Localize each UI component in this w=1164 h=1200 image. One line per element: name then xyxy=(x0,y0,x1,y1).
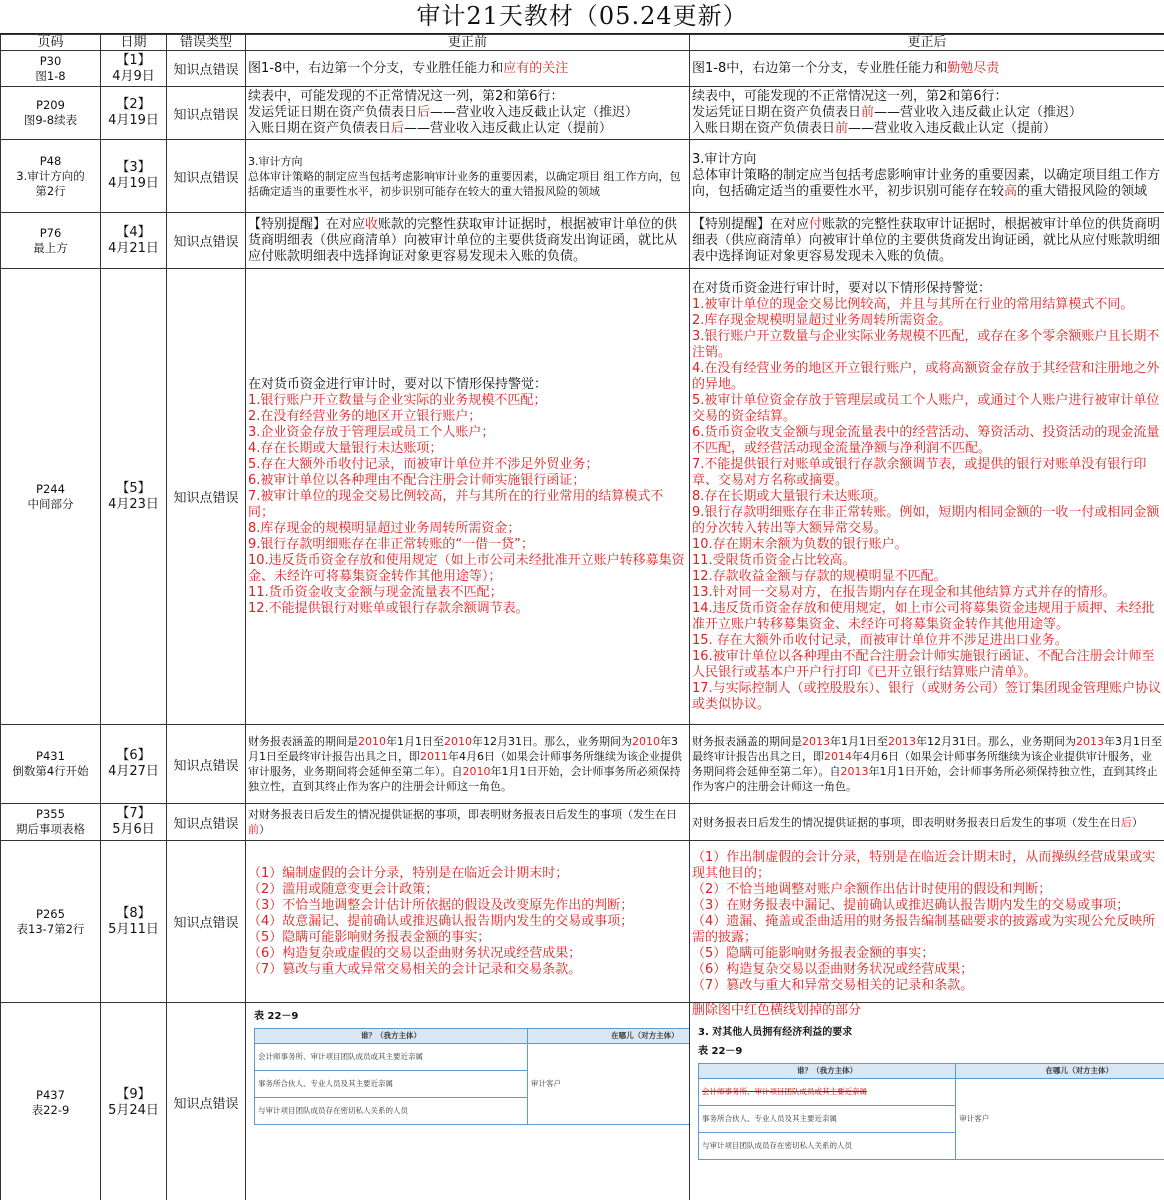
page-ref: P48 xyxy=(39,153,62,168)
figure-header-row xyxy=(699,1064,1164,1079)
text-line xyxy=(248,89,687,105)
before-cell xyxy=(246,51,690,87)
highlight-text: 15. 存在大额外币收付记录，而被审计单位并不涉足进出口业务。 xyxy=(692,632,1068,648)
highlight-text: 8.存在长期或大量银行未达账项。 xyxy=(692,488,887,504)
date-text: 5月24日 xyxy=(108,1102,159,1118)
figure-table xyxy=(698,1063,1164,1160)
highlight-text: 7.不能提供银行对账单或银行存款余额调节表，或提供的银行对账单没有银行印章、交易对方名称或摘要。 xyxy=(692,456,1147,488)
text-segment: 【特别提醒】在对应 xyxy=(692,216,810,232)
text-segment: 发运凭证日期在资产负债表日 xyxy=(692,105,862,120)
figure-header-cell: 在哪儿（对方主体） xyxy=(528,1029,690,1044)
figure-caption: 表 22－9 xyxy=(254,1011,299,1022)
highlight-text: （6）构造复杂或虚假的交易以歪曲财务状况或经营成果； xyxy=(248,945,582,961)
after-note: 删除图中红色横线划掉的部分 xyxy=(692,1003,862,1018)
text-segment: 总体审计策略的制定应当包括考虑影响审计业务的重要因素，以确定项目组工作方向，包括确定适当的重要性水平，初步识别可能存在较 xyxy=(692,168,1161,199)
date-cell xyxy=(101,213,167,269)
page-ref: P76 xyxy=(39,225,62,240)
highlight-text: （2）不恰当地调整对账户余额作出估计时使用的假设和判断； xyxy=(692,881,1052,897)
text-line xyxy=(692,297,1162,313)
text-line xyxy=(692,914,1162,946)
text-line xyxy=(248,521,687,537)
error-type-cell: 知识点错误 xyxy=(167,269,246,725)
after-cell xyxy=(690,140,1164,213)
text-segment: 对财务报表日后发生的情况提供证据的事项，即表明财务报表日后发生的事项（发生在日 xyxy=(248,808,677,821)
text-segment: ——营业收入违反截止认定（提前） xyxy=(404,121,613,136)
highlight-text: 4.存在长期或大量银行未达账项； xyxy=(248,440,443,456)
text-line xyxy=(248,585,687,601)
text-line xyxy=(692,898,1162,914)
highlight-text: 勤勉尽责 xyxy=(947,60,1000,76)
after-cell xyxy=(690,1003,1164,1200)
figure-subject-cell: 与审计项目团队成员存在密切私人关系的人员 xyxy=(255,1098,528,1125)
highlight-text: 2.在没有经营业务的地区开立银行账户； xyxy=(248,408,482,424)
date-text: 【4】 xyxy=(116,224,151,240)
after-cell xyxy=(690,87,1164,140)
page-ref: P431 xyxy=(36,749,65,763)
date-text: 【7】 xyxy=(116,806,151,821)
date-text: 【2】 xyxy=(116,97,151,112)
error-type-cell: 知识点错误 xyxy=(167,213,246,269)
text-segment: 年3月1日至最终审计报告出具之日，即 xyxy=(248,735,678,763)
text-line xyxy=(248,457,687,473)
date-text: 5月11日 xyxy=(108,921,159,937)
text-segment: 年12月31日。那么，业务期间为 xyxy=(472,735,632,748)
text-line xyxy=(248,121,687,137)
text-line xyxy=(248,807,687,837)
error-type-cell: 知识点错误 xyxy=(167,804,246,841)
highlight-text: 后 xyxy=(417,105,431,120)
figure-row xyxy=(255,1044,690,1071)
before-cell xyxy=(246,140,690,213)
highlight-text: 5.存在大额外币收付记录，而被审计单位并不涉足外贸业务； xyxy=(248,456,599,472)
date-text: 【1】 xyxy=(116,52,151,68)
page-ref: P265 xyxy=(36,906,65,921)
before-cell xyxy=(246,87,690,140)
table-row xyxy=(1,269,1164,725)
page-ref: 第2行 xyxy=(35,183,66,198)
highlight-text: 2013 xyxy=(840,765,869,778)
highlight-text: 12.不能提供银行对账单或银行存款余额调节表。 xyxy=(248,600,529,616)
page-ref: 表13-7第2行 xyxy=(16,921,85,936)
text-line xyxy=(248,409,687,425)
table-row xyxy=(1,87,1164,140)
text-line xyxy=(248,441,687,457)
error-type-cell: 知识点错误 xyxy=(167,87,246,140)
highlight-text: 后 xyxy=(1121,815,1132,829)
text-segment: 入账日期在资产负债表日 xyxy=(248,121,392,136)
text-line xyxy=(692,329,1162,361)
highlight-text: 11.受限货币资金占比较高。 xyxy=(692,552,856,568)
header-page: 页码 xyxy=(1,35,101,51)
error-type-cell: 知识点错误 xyxy=(167,51,246,87)
page-ref: P244 xyxy=(36,481,65,496)
date-text: 【6】 xyxy=(116,748,151,763)
before-cell xyxy=(246,1003,690,1200)
date-text: 【9】 xyxy=(116,1086,151,1102)
highlight-text: 收 xyxy=(365,216,379,232)
error-type-cell: 知识点错误 xyxy=(167,841,246,1003)
text-segment: ） xyxy=(259,823,270,836)
text-line xyxy=(248,154,687,169)
text-line xyxy=(248,946,687,962)
highlight-text: 2013 xyxy=(888,735,916,748)
text-line xyxy=(248,473,687,489)
text-line xyxy=(692,601,1162,633)
highlight-text: 付 xyxy=(809,216,823,232)
page-ref-cell xyxy=(1,51,101,87)
header-after: 更正后 xyxy=(690,35,1164,51)
page-ref: 表22-9 xyxy=(31,1102,70,1117)
highlight-text: 3.银行账户开立数量与企业实际业务规模不匹配，或存在多个零余额账户且长期不注销。 xyxy=(692,328,1160,360)
text-line xyxy=(248,169,687,199)
header-type: 错误类型 xyxy=(167,35,246,51)
text-line xyxy=(692,217,1162,265)
highlight-text: 前 xyxy=(835,121,849,136)
text-line xyxy=(692,649,1162,681)
page-ref-cell xyxy=(1,804,101,841)
date-text: 【5】 xyxy=(116,480,151,496)
figure-subject-cell: 与审计项目团队成员存在密切私人关系的人员 xyxy=(699,1133,956,1160)
highlight-text: 16.被审计单位以各种理由不配合注册会计师实施银行函证、不配合注册会计师至人民银行或基本户开户行打印《已开立银行结算账户清单》。 xyxy=(692,648,1155,680)
date-text: 【8】 xyxy=(116,905,151,921)
date-text: 4月9日 xyxy=(112,68,155,84)
highlight-text: 应有的关注 xyxy=(503,60,569,76)
text-line xyxy=(692,585,1162,601)
figure-header-row xyxy=(255,1029,690,1044)
page-ref: 图9-8续表 xyxy=(23,113,78,127)
text-line xyxy=(248,217,687,265)
highlight-text: （5）隐瞒可能影响财务报表金额的事实； xyxy=(692,945,935,961)
text-segment: 的重大错报风险的领域 xyxy=(1017,184,1148,199)
page-ref-cell xyxy=(1,841,101,1003)
highlight-text: 1.银行账户开立数量与企业实际的业务规模不匹配； xyxy=(248,392,547,408)
highlight-text: （7）篡改与重大或异常交易相关的会计记录和交易条款。 xyxy=(248,961,582,977)
highlight-text: 3.企业资金存放于管理层或员工个人账户； xyxy=(248,424,495,440)
text-segment: 年1月1日至 xyxy=(830,735,888,748)
highlight-text: 高 xyxy=(1004,184,1018,199)
table-row xyxy=(1,804,1164,841)
text-segment: 在对货币资金进行审计时，要对以下情形保持警觉： xyxy=(248,376,548,392)
text-segment: 续表中，可能发现的不正常情况这一列，第2和第6行： xyxy=(692,89,1008,104)
page-ref: 期后事项表格 xyxy=(16,822,85,836)
text-line xyxy=(692,105,1162,121)
text-line xyxy=(248,882,687,898)
figure-subject-cell: 会计师事务所、审计项目团队成员或其主要近亲属 xyxy=(699,1079,956,1106)
text-segment: 3.审计方向 xyxy=(248,154,303,168)
date-text: 4月27日 xyxy=(108,764,159,779)
highlight-text: 2013 xyxy=(1076,735,1104,748)
highlight-text: （4）故意漏记、提前确认或推迟确认报告期内发生的交易或事项； xyxy=(248,913,634,929)
highlight-text: 5.被审计单位资金存放于管理层或员工个人账户，或通过个人账户进行被审计单位交易的资金结算。 xyxy=(692,392,1160,424)
text-segment: ——营业收入违反截止认定（提前） xyxy=(848,121,1057,136)
figure-header-cell: 在哪儿（对方主体） xyxy=(956,1064,1164,1079)
after-cell xyxy=(690,51,1164,87)
highlight-text: （4）遗漏、掩盖或歪曲适用的财务报告编制基础要求的披露或为实现公允反映所需的披露； xyxy=(692,913,1156,945)
figure-subject-cell: 会计师事务所、审计项目团队成员或其主要近亲属 xyxy=(255,1044,528,1071)
text-line xyxy=(248,425,687,441)
highlight-text: 2011 xyxy=(420,750,448,763)
text-line xyxy=(248,962,687,978)
text-segment: 入账日期在资产负债表日 xyxy=(692,121,836,136)
page-ref-cell xyxy=(1,269,101,725)
text-segment: 年1月1日至 xyxy=(386,735,444,748)
text-line xyxy=(248,734,687,794)
figure-subject-cell: 事务所合伙人、专业人员及其主要近亲属 xyxy=(255,1071,528,1098)
figure-counterparty-cell: 审计客户 xyxy=(528,1044,690,1125)
page-ref-cell xyxy=(1,213,101,269)
table-row xyxy=(1,213,1164,269)
after-cell xyxy=(690,841,1164,1003)
header-before: 更正前 xyxy=(246,35,690,51)
page-ref: 3.审计方向的 xyxy=(16,168,85,183)
date-text: 4月23日 xyxy=(108,496,159,512)
highlight-text: 11.货币资金收支金额与现金流量表不匹配； xyxy=(248,584,503,600)
table-row xyxy=(1,51,1164,87)
page-ref: 最上方 xyxy=(33,240,68,255)
date-cell xyxy=(101,87,167,140)
text-line xyxy=(692,569,1162,585)
highlight-text: 7.被审计单位的现金交易比例较高，并与其所在的行业常用的结算模式不同； xyxy=(248,488,664,520)
text-segment: ） xyxy=(1132,815,1143,829)
text-line xyxy=(248,553,687,585)
text-segment: ——营业收入违反截止认定（推迟） xyxy=(430,105,639,120)
figure-section-title: 3. 对其他人员拥有经济利益的要求 xyxy=(698,1027,853,1038)
highlight-text: 6.被审计单位以各种理由不配合注册会计师实施银行函证； xyxy=(248,472,586,488)
highlight-text: （2）滥用或随意变更会计政策； xyxy=(248,881,439,897)
figure-header-cell: 谁？（我方主体） xyxy=(699,1064,956,1079)
text-line xyxy=(692,457,1162,489)
text-segment: 【特别提醒】在对应 xyxy=(248,216,366,232)
text-segment: 年1月1日开始，会计师事务所必须保持独立性，直到其终止作为客户的注册会计师这一角色。 xyxy=(692,765,1158,793)
page-ref-cell xyxy=(1,87,101,140)
highlight-text: 9.银行存款明细账存在非正常转账的“一借一贷”； xyxy=(248,536,534,552)
error-type-cell: 知识点错误 xyxy=(167,140,246,213)
highlight-text: 4.在没有经营业务的地区开立银行账户，或将高额资金存放于其经营和注册地之外的异地。 xyxy=(692,360,1160,392)
highlight-text: 6.货币资金收支金额与现金流量表中的经营活动、筹资活动、投资活动的现金流量不匹配，或经营活动现金流量净额与净利润不匹配。 xyxy=(692,424,1160,456)
highlight-text: 2.库存现金规模明显超过业务周转所需资金。 xyxy=(692,312,952,328)
error-type-cell: 知识点错误 xyxy=(167,725,246,804)
date-text: 【3】 xyxy=(116,160,151,175)
figure-table xyxy=(254,1028,690,1125)
text-segment: 对财务报表日后发生的情况提供证据的事项，即表明财务报表日后发生的事项（发生在日 xyxy=(692,815,1121,829)
text-line xyxy=(692,815,1162,830)
text-segment: ——营业收入违反截止认定（推迟） xyxy=(874,105,1083,120)
figure-header-cell: 谁？（我方主体） xyxy=(255,1029,528,1044)
highlight-text: 12.存款收益金额与存款的规模明显不匹配。 xyxy=(692,568,947,584)
text-line xyxy=(248,537,687,553)
highlight-text: 14.违反货币资金存放和使用规定，如上市公司将募集资金违规用于质押、未经批准开立账户转移募集资金、未经许可将募集资金转作其他用途等。 xyxy=(692,600,1155,632)
highlight-text: 2010 xyxy=(632,735,660,748)
text-segment: 账款的完整性获取审计证据时，根据被审计单位的供货商明细表（供应商清单）向被审计单位的主要供货商发出询证函，就比从应付账款明细表中选择询证对象更容易发现未入账的负债。 xyxy=(692,216,1161,264)
text-line xyxy=(692,281,1162,297)
text-line xyxy=(692,946,1162,962)
text-line xyxy=(248,914,687,930)
page-ref: P30 xyxy=(39,53,62,68)
table-row xyxy=(1,841,1164,1003)
highlight-text: 10.存在期末余额为负数的银行账户。 xyxy=(692,536,908,552)
highlight-text: （6）构造复杂交易以歪曲财务状况或经营成果； xyxy=(692,961,974,977)
after-cell xyxy=(690,213,1164,269)
text-line xyxy=(692,850,1162,882)
text-line xyxy=(248,377,687,393)
text-line xyxy=(692,61,1162,77)
text-segment: 年1月1日开始，会计师事务所必须保持独立性，直到其终止作为客户的注册会计师这一角色。 xyxy=(248,765,681,793)
before-cell xyxy=(246,841,690,1003)
text-line xyxy=(692,734,1162,794)
text-segment: 年4月6日（如果会计师事务所继续为该企业提供审计服务，业务期间将会延伸至第二年）。自 xyxy=(692,750,1152,778)
table-row xyxy=(1,140,1164,213)
text-line xyxy=(692,168,1162,200)
text-line xyxy=(692,505,1162,537)
text-segment: 账款的完整性获取审计证据时，根据被审计单位的供货商明细表（供应商清单）向被审计单位的主要供货商发出询证函，就比从应付账款明细表中选择询证对象更容易发现未入账的负债。 xyxy=(248,216,678,264)
highlight-text: （3）在财务报表中漏记、提前确认或推迟确认报告期内发生的交易或事项； xyxy=(692,897,1130,913)
date-cell xyxy=(101,841,167,1003)
text-line xyxy=(248,489,687,521)
text-segment: 年3月1日至最终审计报告出具之日，即 xyxy=(692,735,1162,763)
embedded-figure xyxy=(692,1019,1162,1160)
highlight-text: 2010 xyxy=(358,735,386,748)
document-title: 审计21天教材（05.24更新） xyxy=(0,0,1164,34)
highlight-text: 前 xyxy=(248,823,259,836)
table-row xyxy=(1,725,1164,804)
highlight-text: 8.库存现金的规模明显超过业务周转所需资金； xyxy=(248,520,521,536)
page-ref: 倒数第4行开始 xyxy=(12,764,89,778)
text-line xyxy=(692,152,1162,168)
date-text: 4月19日 xyxy=(108,113,159,128)
page-ref: 中间部分 xyxy=(27,496,74,511)
header-date: 日期 xyxy=(101,35,167,51)
text-line xyxy=(248,105,687,121)
text-segment: 发运凭证日期在资产负债表日 xyxy=(248,105,418,120)
figure-counterparty-cell: 审计客户 xyxy=(956,1079,1164,1160)
date-text: 4月19日 xyxy=(108,176,159,191)
text-line xyxy=(248,866,687,882)
date-cell xyxy=(101,1003,167,1200)
after-cell xyxy=(690,725,1164,804)
table-row xyxy=(1,1003,1164,1200)
text-line xyxy=(692,882,1162,898)
text-line xyxy=(692,393,1162,425)
text-segment: 年4月6日（如果会计师事务所继续为该企业提供审计服务，业务期间将会延伸至第二年）。自 xyxy=(248,750,682,778)
highlight-text: 2014 xyxy=(824,750,852,763)
figure-subject-cell: 事务所合伙人、专业人员及其主要近亲属 xyxy=(699,1106,956,1133)
error-type-cell: 知识点错误 xyxy=(167,1003,246,1200)
date-cell xyxy=(101,140,167,213)
text-segment: 年12月31日。那么，业务期间为 xyxy=(916,735,1076,748)
highlight-text: 2010 xyxy=(444,735,472,748)
highlight-text: 2013 xyxy=(802,735,830,748)
text-line xyxy=(248,393,687,409)
highlight-text: 2010 xyxy=(462,765,491,778)
date-cell xyxy=(101,804,167,841)
text-line xyxy=(692,681,1162,713)
text-line xyxy=(692,121,1162,137)
highlight-text: （1）编制虚假的会计分录，特别是在临近会计期末时； xyxy=(248,865,569,881)
text-line xyxy=(248,930,687,946)
date-text: 4月21日 xyxy=(108,240,159,256)
highlight-text: 1.被审计单位的现金交易比例较高，并且与其所在行业的常用结算模式不同。 xyxy=(692,296,1134,312)
text-segment: 图1-8中，右边第一个分支，专业胜任能力和 xyxy=(248,60,504,76)
page-ref: P355 xyxy=(36,807,65,821)
text-segment: 3.审计方向 xyxy=(692,152,757,167)
highlight-text: 17.与实际控制人（或控股股东）、银行（或财务公司）签订集团现金管理账户协议或类似协议。 xyxy=(692,680,1162,712)
highlight-text: 10.违反货币资金存放和使用规定（如上市公司未经批准开立账户转移募集资金、未经许可将募集资金转作其他用途等）； xyxy=(248,552,685,584)
text-line xyxy=(692,489,1162,505)
text-line xyxy=(692,313,1162,329)
page-ref: 图1-8 xyxy=(35,68,66,83)
date-cell xyxy=(101,725,167,804)
page-ref-cell xyxy=(1,725,101,804)
text-line xyxy=(692,537,1162,553)
date-cell xyxy=(101,51,167,87)
text-line xyxy=(248,898,687,914)
text-line xyxy=(248,61,687,77)
text-segment: 财务报表涵盖的期间是 xyxy=(248,735,358,748)
before-cell xyxy=(246,213,690,269)
figure-row xyxy=(699,1079,1164,1106)
highlight-text: 13.针对同一交易对方，在报告期内存在现金和其他结算方式并存的情形。 xyxy=(692,584,1116,600)
text-line xyxy=(692,361,1162,393)
page-ref: P437 xyxy=(36,1087,65,1102)
highlight-text: （3）不恰当地调整会计估计所依据的假设及改变原先作出的判断； xyxy=(248,897,634,913)
highlight-text: 后 xyxy=(391,121,405,136)
text-line xyxy=(692,553,1162,569)
after-cell xyxy=(690,804,1164,841)
text-segment: 在对货币资金进行审计时，要对以下情形保持警觉： xyxy=(692,280,992,296)
text-segment: 财务报表涵盖的期间是 xyxy=(692,735,802,748)
before-cell xyxy=(246,269,690,725)
text-segment: 图1-8中，右边第一个分支，专业胜任能力和 xyxy=(692,60,948,76)
date-cell xyxy=(101,269,167,725)
text-line xyxy=(692,89,1162,105)
figure-caption: 表 22－9 xyxy=(698,1046,743,1057)
text-segment: 续表中，可能发现的不正常情况这一列，第2和第6行： xyxy=(248,89,564,104)
text-line xyxy=(248,601,687,617)
highlight-text: 9.银行存款明细账存在非正常转账。例如，短期内相同金额的一收一付或相同金额的分次转入转出等大额异常交易。 xyxy=(692,504,1160,536)
text-line xyxy=(692,425,1162,457)
after-cell xyxy=(690,269,1164,725)
errata-table xyxy=(0,34,1164,1200)
highlight-text: 前 xyxy=(861,105,875,120)
page-ref-cell xyxy=(1,1003,101,1200)
embedded-figure xyxy=(248,1003,687,1125)
page-ref-cell xyxy=(1,140,101,213)
text-segment: 总体审计策略的制定应当包括考虑影响审计业务的重要因素，以确定项目 组工作方向，包括确定适当的重要性水平，初步识别可能存在较大的重大错报风险的领域 xyxy=(248,169,681,198)
highlight-text: （1）作出制虚假的会计分录，特别是在临近会计期末时，从而操纵经营成果或实现其他目的； xyxy=(692,849,1156,881)
before-cell xyxy=(246,804,690,841)
highlight-text: （5）隐瞒可能影响财务报表金额的事实； xyxy=(248,929,491,945)
table-header-row xyxy=(1,35,1164,51)
date-text: 5月6日 xyxy=(112,822,155,837)
before-cell xyxy=(246,725,690,804)
text-line xyxy=(692,962,1162,978)
text-line xyxy=(692,978,1162,994)
highlight-text: （7）篡改与重大和异常交易相关的记录和条款。 xyxy=(692,977,974,993)
text-line xyxy=(692,633,1162,649)
page-ref: P209 xyxy=(36,98,65,112)
